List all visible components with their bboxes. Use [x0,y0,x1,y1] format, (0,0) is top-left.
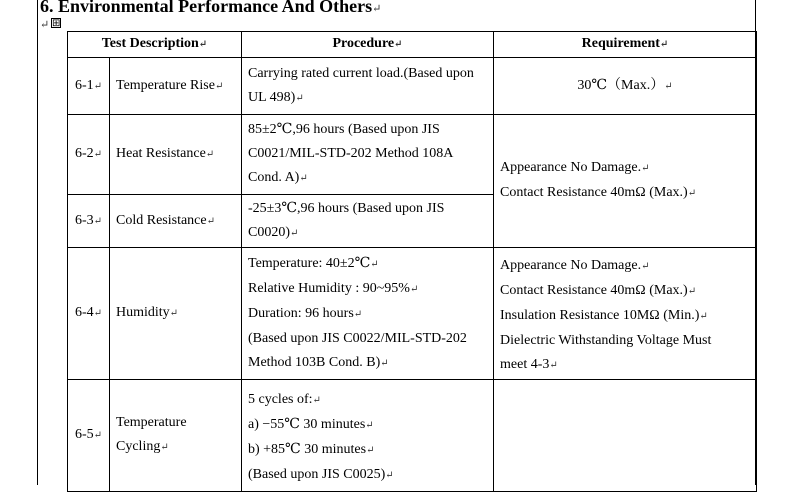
test-number: 6-5↵ [68,380,110,492]
table-header-row [68,32,757,58]
table-row [68,115,757,195]
test-name: Cold Resistance↵ [110,195,242,248]
procedure-cell: 5 cycles of:↵ a) −55℃ 30 minutes↵ b) +85℃ 30 minutes↵ (Based upon JIS C0025)↵ [242,380,494,492]
page-edge-left [37,0,38,485]
procedure-cell: Carrying rated current load.(Based upon UL 498)↵ [242,58,494,115]
paragraph-mark: ↵ [372,3,382,15]
test-name: Temperature Cycling↵ [110,380,242,492]
procedure-cell: -25±3℃,96 hours (Based upon JIS C0020)↵ [242,195,494,248]
section-heading [40,0,381,19]
section-heading-text: 6. Environmental Performance And Others [40,0,373,16]
header-procedure: Procedure↵ [242,32,494,58]
test-number: 6-1↵ [68,58,110,115]
test-number: 6-4↵ [68,248,110,380]
header-test-description: Test Description↵ [68,32,242,58]
test-number: 6-2↵ [68,115,110,195]
test-number: 6-3↵ [68,195,110,248]
requirement-cell: 30℃（Max.）↵ [494,58,757,115]
test-name: Humidity↵ [110,248,242,380]
test-name: Heat Resistance↵ [110,115,242,195]
paragraph-mark: ↵ [40,19,50,31]
header-requirement: Requirement↵ [494,32,757,58]
procedure-cell: 85±2℃,96 hours (Based upon JIS C0021/MIL-STD-202 Method 108A Cond. A)↵ [242,115,494,195]
table-row [68,58,757,115]
requirement-cell [494,380,757,492]
requirement-cell: Appearance No Damage.↵ Contact Resistance 40mΩ (Max.)↵ Insulation Resistance 10MΩ (Min.)↵ Dielectric Withstanding Voltage Must meet 4-3↵ [494,248,757,380]
table-row [68,380,757,492]
table-move-handle-icon[interactable]: ⊞ [52,18,61,29]
table-row [68,248,757,380]
requirement-cell: Appearance No Damage.↵ Contact Resistance 40mΩ (Max.)↵ [494,115,757,248]
test-name: Temperature Rise↵ [110,58,242,115]
procedure-cell: Temperature: 40±2℃↵ Relative Humidity : 90~95%↵ Duration: 96 hours↵ (Based upon JIS C0022/MIL-STD-202 Method 103B Cond. B)↵ [242,248,494,380]
environmental-performance-table [67,31,757,492]
